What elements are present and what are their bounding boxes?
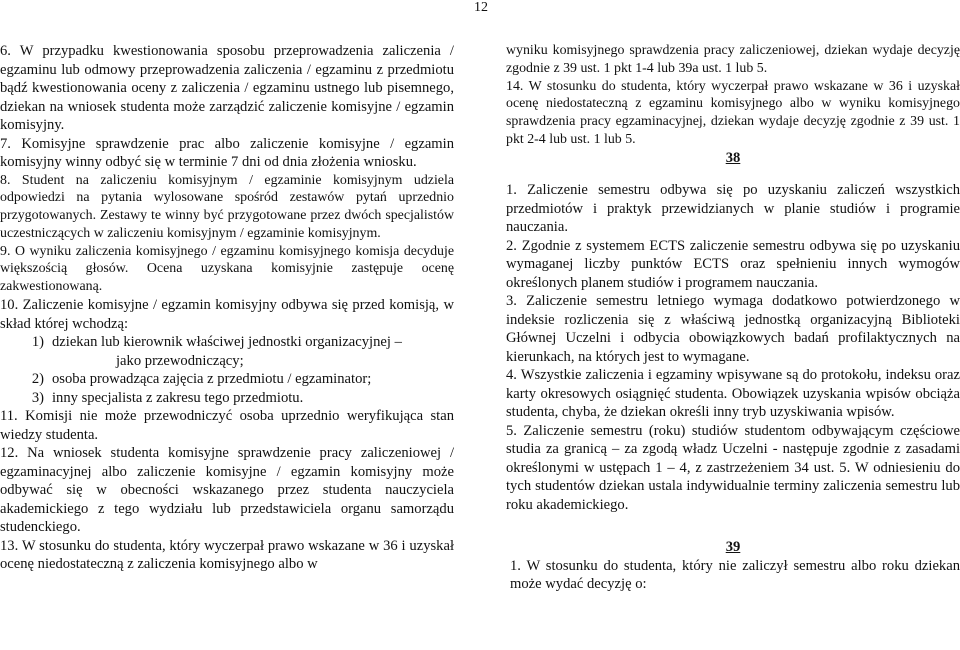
paragraph-10: 10. Zaliczenie komisyjne / egzamin komisyjny odbywa się przed komisją, w skład której wchodzą: [0,297,454,332]
right-column [506,42,960,594]
list-item [0,333,454,352]
list-item-number: 1) [31,334,44,351]
paragraph-13: 13. W stosunku do studenta, który wyczerpał prawo wskazane w 36 i uzyskał ocenę niedostateczną z zaliczenia komisyjnego albo w [0,537,454,573]
paragraph-12: 12. Na wniosek studenta komisyjne sprawdzenie pracy zaliczeniowej / egzaminacyjnej albo zaliczenie komisyjne / egzamin komisyjny może odbywać się w obecności wskazanego przez studenta nauczyciela akademickiego z tego wydziału lub przedstawiciela organu samorządu studenckiego. [0,445,454,536]
section-38-paragraph-5: 5. Zaliczenie semestru (roku) studiów studentom odbywającym częściowe studia za granicą – za zgodą władz Uczelni - następuje zgodnie z zasadami określonymi w ustępach 1 – 4, z zastrzeżeniem 34 ust. 5. W odniesieniu do tych studentów dziekan ustala indywidualnie terminy zaliczenia semestru lub roku akademickiego. [506,422,960,513]
committee-list [0,333,454,407]
paragraph-14: 14. W stosunku do studenta, który wyczerpał prawo wskazane w 36 i uzyskał ocenę niedostateczną z egzaminu komisyjnego albo w wyniku komisyjnego sprawdzenia pracy egzaminacyjnej, dziekan wydaje decyzję zgodnie z 39 ust. 1 pkt 2-4 lub ust. 1 lub 5. [506,78,960,147]
paragraph-11: 11. Komisji nie może przewodniczyć osoba uprzednio weryfikująca stan wiedzy studenta. [0,408,454,443]
list-item-number: 3) [31,389,44,406]
section-38-paragraph-1: 1. Zaliczenie semestru odbywa się po uzyskaniu zaliczeń wszystkich przedmiotów i praktyk przewidzianych w planie studiów i programie nauczania. [506,182,960,236]
paragraph-9: 9. O wyniku zaliczenia komisyjnego / egzaminu komisyjnego komisja decyduje większością głosów. Ocena uzyskana komisyjnie zastępuje ocenę zakwestionowaną. [0,243,454,295]
list-item-number: 2) [31,371,44,388]
paragraph-13-continuation: wyniku komisyjnego sprawdzenia pracy zaliczeniowej, dziekan wydaje decyzję zgodnie z 39 ust. 1 pkt 1-4 lub 39a ust. 1 lub 5. [506,43,960,76]
paragraph-6: 6. W przypadku kwestionowania sposobu przeprowadzenia zaliczenia / egzaminu lub odmowy przeprowadzenia zaliczenia / egzaminu z przedmiotu bądź kwestionowania oceny z zaliczenia / egzaminu ustnego lub pisemnego, dziekan na wniosek studenta może zarządzić zaliczenie komisyjne / egzamin komisyjny. [0,43,454,133]
list-item-text: dziekan lub kierownik właściwej jednostki organizacyjnej – [52,334,402,351]
section-heading-39: 39 [725,539,741,556]
section-39-paragraph-1: 1. W stosunku do studenta, który nie zaliczył semestru albo roku dziekan może wydać decyzję o: [510,557,960,593]
list-item-text: inny specjalista z zakresu tego przedmiotu. [52,389,304,406]
section-38-paragraph-2: 2. Zgodnie z systemem ECTS zaliczenie semestru odbywa się po uzyskaniu wymaganej liczby punktów ECTS oraz spełnieniu innych wymogów określonych planem studiów i programem nauczania. [506,237,960,291]
list-item-continuation [0,352,454,371]
section-38-paragraph-3: 3. Zaliczenie semestru letniego wymaga dodatkowo potwierdzonego w indeksie rozliczenia się z właściwą jednostką organizacyjną Biblioteki Głównej Uczelni i odbycia obowiązkowych badań profilaktycznych na kierunkach, na których jest to wymagane. [506,293,960,365]
list-item-continuation-text: jako przewodniczący; [116,352,244,369]
list-item [0,370,454,389]
paragraph-8: 8. Student na zaliczeniu komisyjnym / egzaminie komisyjnym udziela odpowiedzi na pytania wylosowane spośród zestawów pytań uprzednio przygotowanych. Zestawy te winny być przygotowane przez dwóch specjalistów uczestniczących w zaliczeniu komisyjnym / egzaminie komisyjnym. [0,172,454,241]
list-item-text: osoba prowadząca zajęcia z przedmiotu / egzaminator; [52,371,372,388]
left-column [0,42,454,574]
section-heading-38: 38 [725,149,741,166]
list-item [0,389,454,408]
paragraph-7: 7. Komisyjne sprawdzenie prac albo zaliczenie komisyjne / egzamin komisyjny winny odbyć się w terminie 7 dni od dnia złożenia wniosku. [0,135,454,170]
section-38-paragraph-4: 4. Wszystkie zaliczenia i egzaminy wpisywane są do protokołu, indeksu oraz karty okresowych osiągnięć studenta. Obowiązek uzyskania wpisów obciąża studenta, chyba, że dziekan określi inny tryb uzyskiwania wpisów. [506,367,960,421]
page-number: 12 [474,0,488,15]
